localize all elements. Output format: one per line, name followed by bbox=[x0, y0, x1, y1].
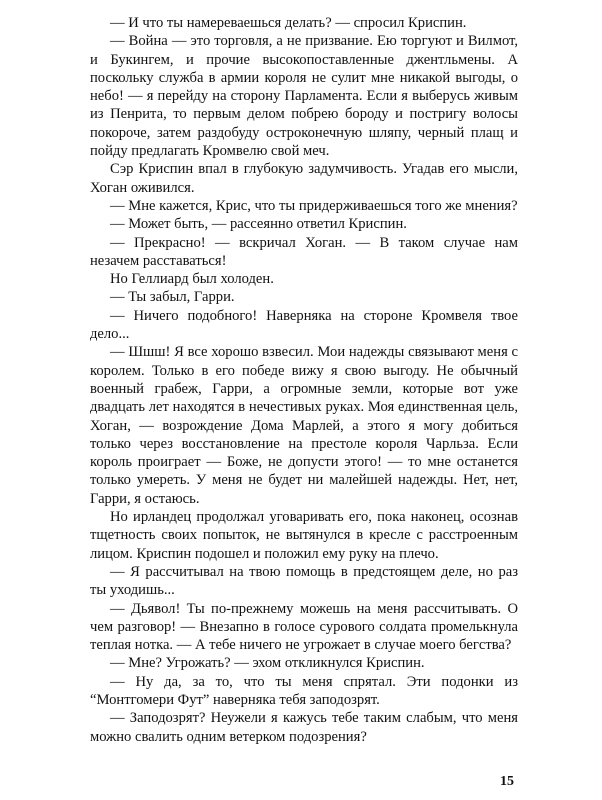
paragraph: — Мне кажется, Крис, что ты придерживаешься того же мнения? bbox=[110, 197, 518, 214]
paragraph: — Дьявол! Ты по-прежнему можешь на меня рассчитывать. О чем разговор! — Внезапно в голосе сурового солдата промелькнула теплая нотка. — А тебе ничего не угрожает в случае моего бегства? bbox=[90, 600, 518, 654]
paragraph: — Прекрасно! — вскричал Хоган. — В таком случае нам незачем расставаться! bbox=[90, 234, 518, 269]
paragraph: — Я рассчитывал на твою помощь в предстоящем деле, но раз ты уходишь... bbox=[90, 563, 518, 599]
paragraph: — Мне? Угрожать? — эхом откликнулся Криспин. bbox=[110, 655, 425, 672]
paragraph: — Ты забыл, Гарри. bbox=[110, 289, 235, 306]
paragraph: — Ничего подобного! Наверняка на стороне Кромвеля твое дело... bbox=[90, 307, 518, 343]
paragraph: Но ирландец продолжал уговаривать его, пока наконец, осознав тщетность своих попыток, не вытянулся в кресле с расстроенным лицом. Криспин подошел и положил ему руку на плечо. bbox=[90, 509, 518, 562]
paragraph: — Может быть, — рассеянно ответил Криспин. bbox=[110, 216, 407, 233]
paragraph: — Заподозрят? Неужели я кажусь тебе таким слабым, что меня можно свалить одним ветерком подозрения? bbox=[90, 710, 518, 745]
paragraph: — Шшш! Я все хорошо взвесил. Мои надежды связывают меня с королем. Только в его победе вижу я свою выгоду. Не обычный военный грабеж, Гарри, а огромные земли, которые вот уже двадцать лет находятся в нечестивых руках. Моя единственная цель, Хоган, — возрождение Дома Марлей, а этого я могу добиться только через восстановление на престоле короля Чарльза. Если король проиграет — Боже, не допусти этого! — то мне останется только умереть. У меня не будет ни малейшей надежды. Нет, нет, Гарри, я остаюсь. bbox=[90, 344, 518, 507]
paragraph: Сэр Криспин впал в глубокую задумчивость. Угадав его мысли, Хоган оживился. bbox=[90, 161, 518, 196]
paragraph: Но Геллиард был холоден. bbox=[110, 271, 274, 288]
page-text bbox=[90, 14, 518, 746]
paragraph: — Война — это торговля, а не призвание. Ею торгуют и Вилмот, и Букингем, и прочие высокопоставленные джентльмены. А поскольку служба в армии короля не сулит мне никакой выгоды, о небо! — я перейду на сторону Парламента. Если я выберусь живым из Пенрита, то первым делом побрею бороду и постригу волосы покороче, затем раздобуду остроконечную шляпу, черный плащ и пойду предлагать Кромвелю свой меч. bbox=[90, 33, 518, 160]
paragraph: — Ну да, за то, что ты меня спрятал. Эти подонки из “Монтгомери Фут” наверняка тебя заподозрят. bbox=[90, 673, 518, 708]
page-number: 15 bbox=[500, 774, 514, 789]
paragraph: — И что ты намереваешься делать? — спросил Криспин. bbox=[110, 15, 467, 31]
